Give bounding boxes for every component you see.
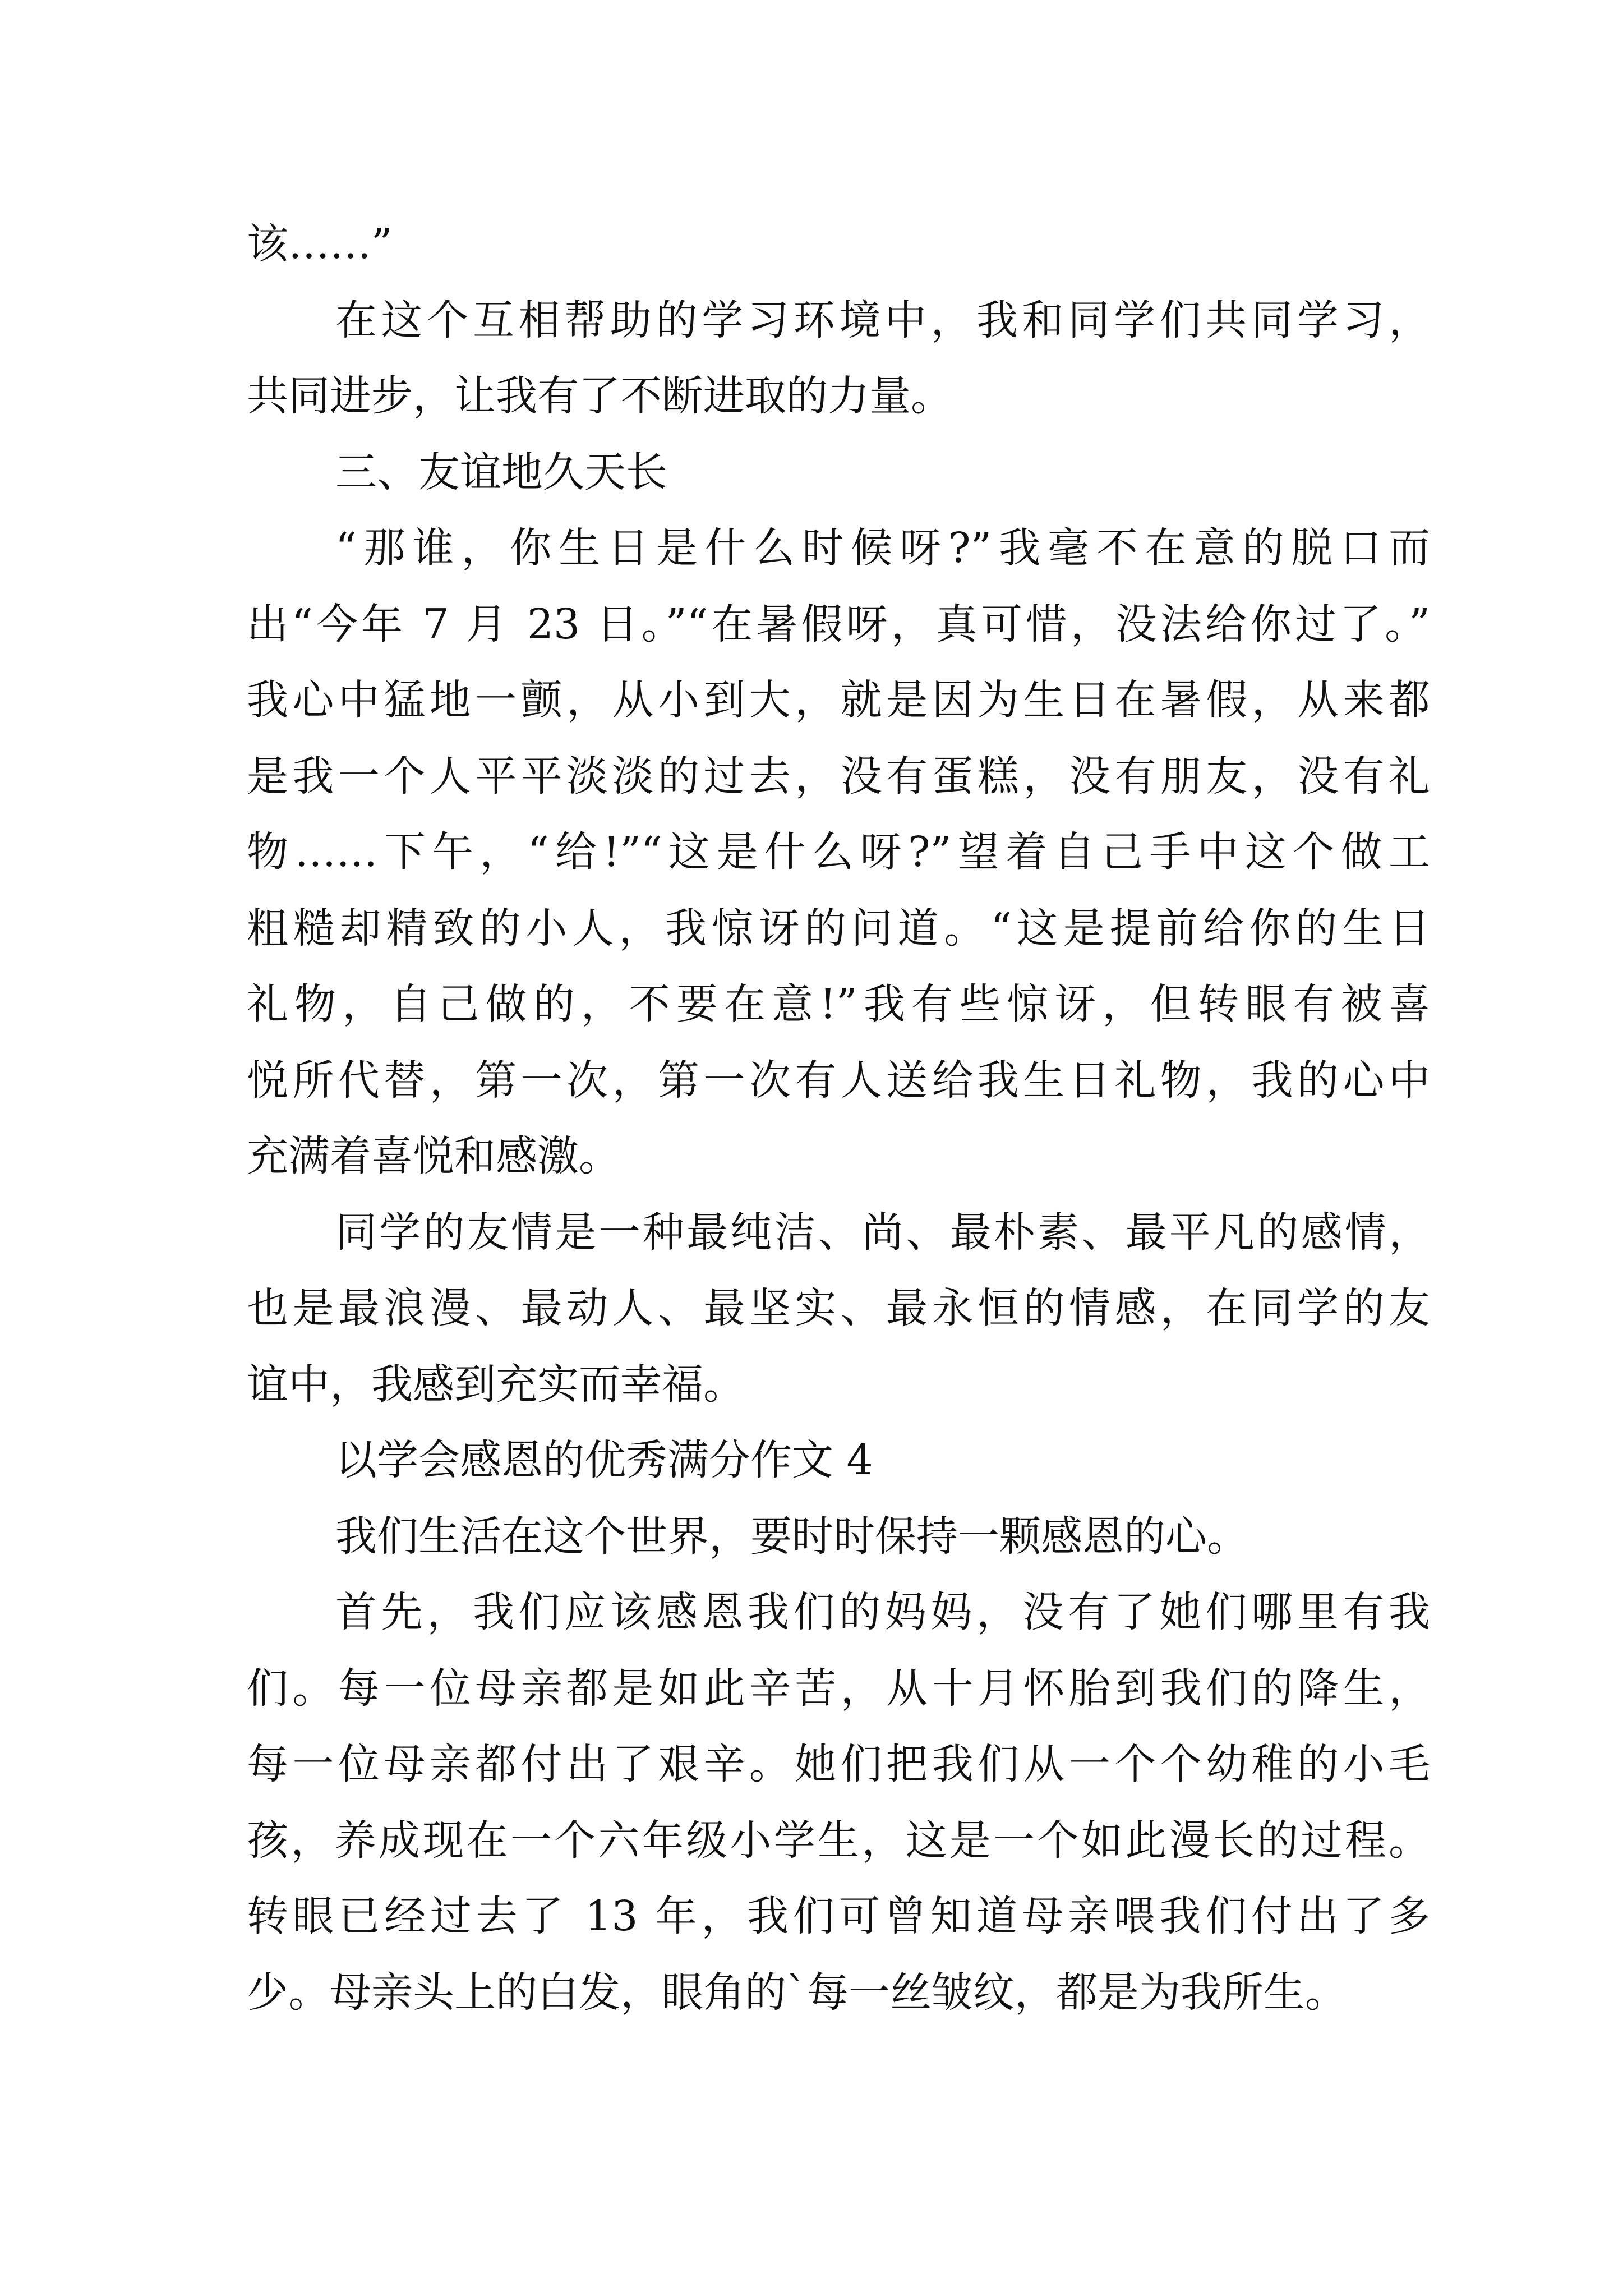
text-line: 礼物，自己做的，不要在意!”我有些惊讶，但转眼有被喜: [247, 980, 1430, 1028]
text-line: 物……下午，“给!”“这是什么呀?”望着自己手中这个做工: [247, 828, 1430, 876]
text-line: 转眼已经过去了 13 年，我们可曾知道母亲喂我们付出了多: [247, 1892, 1430, 1940]
text-line: 少。母亲头上的白发，眼角的`每一丝皱纹，都是为我所生。: [247, 1968, 1347, 2017]
text-line: 出“今年 7 月 23 日。”“在暑假呀，真可惜，没法给你过了。”: [247, 600, 1430, 648]
text-line: 在这个互相帮助的学习环境中，我和同学们共同学习，: [335, 296, 1430, 344]
text-line: 谊中，我感到充实而幸福。: [247, 1360, 745, 1409]
text-line: 每一位母亲都付出了艰辛。她们把我们从一个个幼稚的小毛: [247, 1740, 1430, 1788]
text-line: 该……”: [247, 220, 393, 268]
text-line: 我们生活在这个世界，要时时保持一颗感恩的心。: [335, 1512, 1248, 1561]
text-line: 粗糙却精致的小人，我惊讶的问道。“这是提前给你的生日: [247, 904, 1430, 953]
text-line: 我心中猛地一颤，从小到大，就是因为生日在暑假，从来都: [247, 676, 1430, 724]
text-line: 共同进步，让我有了不断进取的力量。: [247, 372, 952, 420]
text-line: “那谁，你生日是什么时候呀?”我毫不在意的脱口而: [335, 524, 1430, 572]
text-line: 首先，我们应该感恩我们的妈妈，没有了她们哪里有我: [335, 1588, 1430, 1636]
document-body: [247, 206, 1430, 2031]
text-line: 也是最浪漫、最动人、最坚实、最永恒的情感，在同学的友: [247, 1284, 1430, 1332]
text-line: 充满着喜悦和感激。: [247, 1132, 620, 1180]
section-heading: 三、友谊地久天长: [335, 448, 667, 496]
text-line: 是我一个人平平淡淡的过去，没有蛋糕，没有朋友，没有礼: [247, 752, 1430, 800]
article-title: 以学会感恩的优秀满分作文 4: [335, 1436, 873, 1484]
text-line: 孩，养成现在一个六年级小学生，这是一个如此漫长的过程。: [247, 1816, 1430, 1865]
text-line: 们。每一位母亲都是如此辛苦，从十月怀胎到我们的降生，: [247, 1664, 1430, 1713]
text-line: 悦所代替，第一次，第一次有人送给我生日礼物，我的心中: [247, 1056, 1430, 1105]
text-line: 同学的友情是一种最纯洁、尚、最朴素、最平凡的感情，: [335, 1208, 1430, 1257]
